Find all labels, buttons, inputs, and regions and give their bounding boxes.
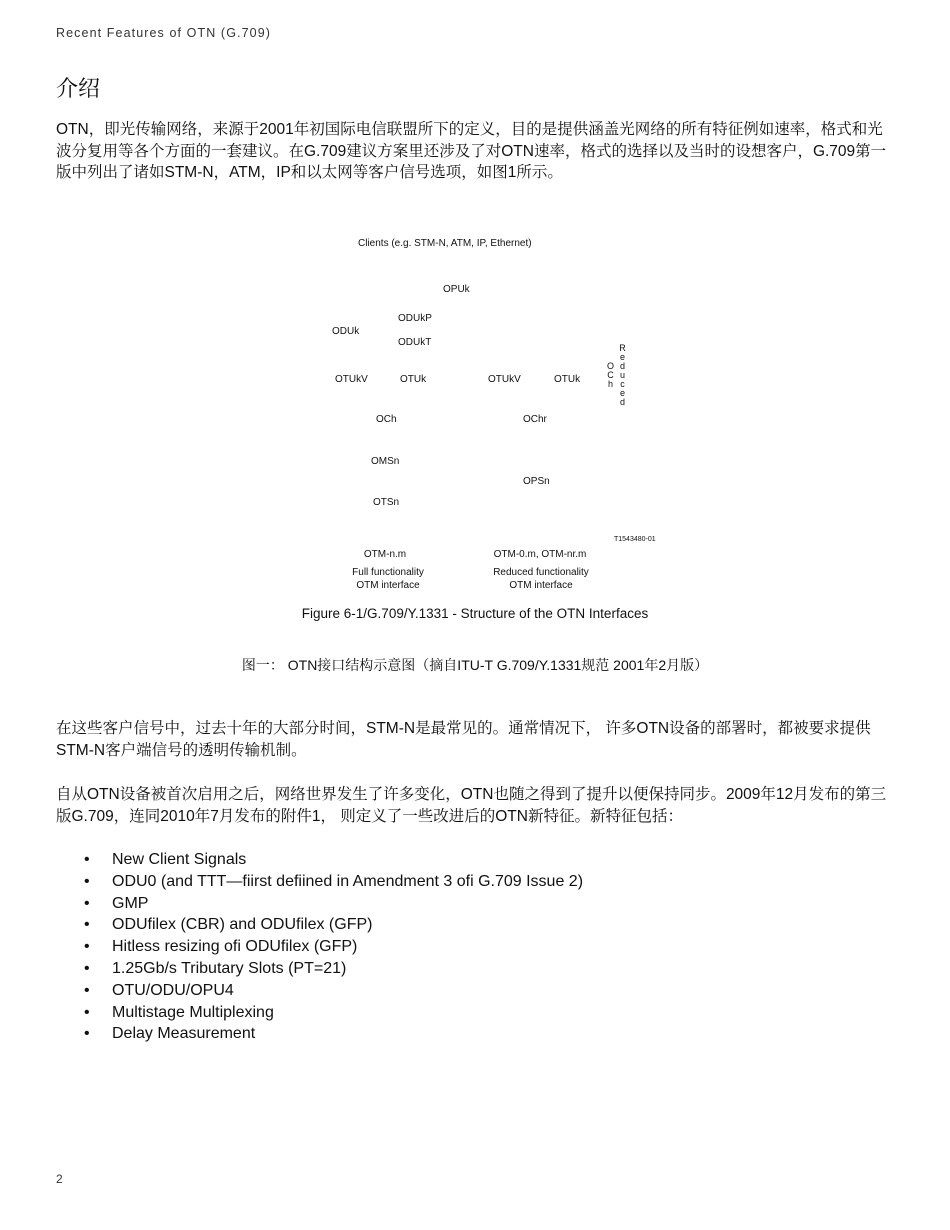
section-title: 介绍: [56, 76, 101, 101]
clients-paragraph: 在这些客户信号中，过去十年的大部分时间，STM-N是最常见的。通常情况下， 许多OTN设备的部署时，都被要求提供STM-N客户端信号的透明传输机制。: [56, 720, 871, 759]
och-label: OCh: [376, 414, 397, 425]
side-label-reduced: Reduced: [619, 343, 626, 407]
bullet: •: [84, 959, 90, 977]
list-item: [84, 958, 583, 980]
otukv-full-label: OTUkV: [335, 374, 368, 385]
list-item-text: GMP: [112, 894, 149, 912]
list-item-text: OTU/ODU/OPU4: [112, 981, 234, 999]
bullet: •: [84, 938, 90, 956]
ochr-label: OChr: [523, 414, 547, 425]
otsn-label: OTSn: [373, 497, 400, 508]
list-item: [84, 849, 583, 871]
otn-structure-figure: [0, 220, 950, 650]
otukv-reduced-label: OTUkV: [488, 374, 521, 385]
feature-list: [84, 849, 583, 1045]
full-desc-line2: OTM interface: [356, 580, 420, 591]
figure-caption: Figure 6-1/G.709/Y.1331 - Structure of the OTN Interfaces: [301, 606, 649, 621]
otm-full-label: OTM-n.m: [363, 549, 407, 560]
list-item: [84, 1002, 583, 1024]
list-item: [84, 893, 583, 915]
figure-code: T1543480-01: [614, 536, 656, 543]
bullet: •: [84, 1003, 90, 1021]
list-item-text: ODUfilex (CBR) and ODUfilex (GFP): [112, 916, 373, 934]
bullet: •: [84, 981, 90, 999]
list-item-text: New Client Signals: [112, 851, 247, 868]
list-item-text: Multistage Multiplexing: [112, 1003, 274, 1021]
list-item: [84, 1023, 583, 1045]
reduced-desc-line1: Reduced functionality: [493, 567, 589, 578]
omsn-label: OMSn: [371, 456, 400, 467]
oduk-label: ODUk: [332, 326, 360, 337]
list-item: [84, 914, 583, 936]
list-item-text: ODU0 (and TTT—fiirst defiined in Amendment 3 ofi G.709 Issue 2): [112, 872, 584, 890]
bullet: •: [84, 1025, 90, 1043]
list-item-text: Delay Measurement: [112, 1025, 256, 1043]
opuk-label: OPUk: [443, 284, 470, 295]
list-item: [84, 936, 583, 958]
list-item-text: 1.25Gb/s Tributary Slots (PT=21): [112, 959, 347, 977]
opsn-label: OPSn: [523, 476, 550, 487]
otuk-full-label: OTUk: [400, 374, 427, 385]
otuk-reduced-label: OTUk: [554, 374, 581, 385]
reduced-desc-line2: OTM interface: [509, 580, 573, 591]
odukt-label: ODUkT: [398, 337, 432, 348]
list-item-text: Hitless resizing ofi ODUfilex (GFP): [112, 938, 358, 956]
list-item: [84, 871, 583, 893]
side-label-och: OCh: [606, 361, 614, 389]
bullet: •: [84, 894, 90, 912]
odukp-label: ODUkP: [398, 313, 432, 324]
bullet: •: [84, 916, 90, 934]
evolution-paragraph: 自从OTN设备被首次启用之后，网络世界发生了许多变化，OTN也随之得到了提升以便保持同步。2009年12月发布的第三版G.709，连同2010年7月发布的附件1， 则定义了一些改进后的OTN新特征。新特征包括：: [56, 786, 887, 825]
full-desc-line1: Full functionality: [352, 567, 424, 578]
otm-reduced-label: OTM-0.m, OTM-nr.m: [493, 549, 587, 560]
bullet: •: [84, 851, 90, 868]
page-number: 2: [56, 1172, 63, 1186]
list-item: [84, 980, 583, 1002]
intro-paragraph: OTN，即光传输网络，来源于2001年初国际电信联盟所下的定义，目的是提供涵盖光网络的所有特征例如速率，格式和光波分复用等各个方面的一套建议。在G.709建议方案里还涉及了对OTN速率，格式的选择以及当时的设想客户，G.709第一版中列出了诸如STM-N，ATM，IP和以太网等客户信号选项，如图1所示。: [56, 121, 887, 181]
bullet: •: [84, 872, 90, 890]
clients-label: Clients (e.g. STM-N, ATM, IP, Ethernet): [358, 238, 532, 249]
running-header: Recent Features of OTN (G.709): [56, 26, 272, 40]
figure-note: 图一： OTN接口结构示意图（摘自ITU-T G.709/Y.1331规范 2001年2月版）: [241, 657, 709, 673]
